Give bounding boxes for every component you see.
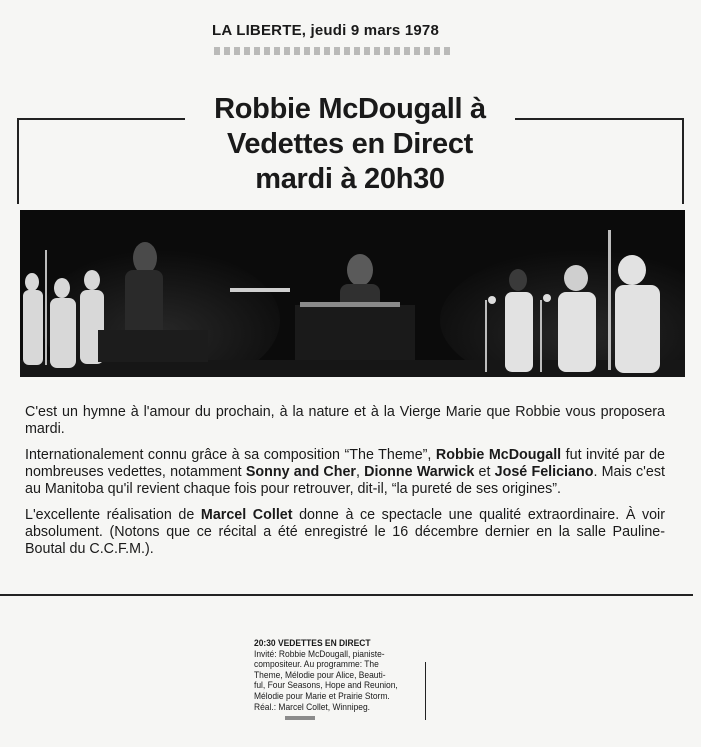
concert-photo-illustration bbox=[20, 210, 685, 377]
headline bbox=[185, 92, 515, 197]
article-p2-text-a: Internationalement connu grâce à sa composition “The Theme”, bbox=[25, 447, 436, 463]
listing-line-2: compositeur. Au programme: The bbox=[254, 659, 379, 670]
article-p2-text-b: fut invité par de nombreuses vedettes, notamment bbox=[25, 447, 666, 480]
masthead-date: LA LIBERTE, jeudi 9 mars 1978 bbox=[212, 22, 439, 39]
article-p2-text-c: , bbox=[355, 464, 365, 480]
section-divider bbox=[0, 594, 693, 596]
masthead-rule bbox=[214, 47, 450, 55]
article-paragraph-2 bbox=[25, 447, 665, 498]
article-body bbox=[25, 404, 665, 567]
headline-line-2: Vedettes en Direct bbox=[226, 128, 474, 160]
article-p3-text-b: donne à ce spectacle une qualité extraordinaire. À voir absolument. (Notons que ce récital a été enregistré le 16 décembre dernier en la salle Pauline-Boutal du C.C.F.M.). bbox=[25, 507, 665, 557]
listing-rule bbox=[425, 662, 426, 720]
listing-foot-mark bbox=[285, 716, 315, 720]
article-paragraph-3 bbox=[25, 507, 665, 558]
guest-jose-feliciano: José Feliciano bbox=[494, 464, 594, 480]
article-paragraph-1 bbox=[25, 404, 665, 438]
artist-name: Robbie McDougall bbox=[435, 447, 562, 463]
listing-line-4: ful, Four Seasons, Hope and Reunion, bbox=[254, 680, 398, 691]
listing-line-5: Mélodie pour Marie et Prairie Storm. bbox=[254, 690, 390, 701]
director-name: Marcel Collet bbox=[200, 507, 293, 523]
article-p2-text-e: . Mais c'est au Manitoba qu'il revient chaque fois pour retrouver, dit-il, “la pureté de ses origines”. bbox=[25, 464, 665, 497]
article-p3-text-a: L'excellente réalisation de bbox=[25, 507, 201, 523]
headline-line-3: mardi à 20h30 bbox=[255, 163, 445, 195]
listing-line-6: Réal.: Marcel Collet, Winnipeg. bbox=[254, 701, 371, 712]
concert-photo bbox=[20, 210, 685, 377]
guest-sonny-and-cher: Sonny and Cher bbox=[245, 464, 356, 480]
article-p2-text-d: et bbox=[474, 464, 495, 480]
tv-listing bbox=[254, 638, 401, 712]
guest-dionne-warwick: Dionne Warwick bbox=[364, 464, 475, 480]
listing-line-3: Theme, Mélodie pour Alice, Beauti- bbox=[254, 669, 386, 680]
listing-line-1: Invité: Robbie McDougall, pianiste- bbox=[254, 648, 385, 659]
article-p1-text: C'est un hymne à l'amour du prochain, à la nature et à la Vierge Marie que Robbie vous proposera mardi. bbox=[25, 404, 665, 437]
listing-title: 20:30 VEDETTES EN DIRECT bbox=[254, 638, 371, 648]
headline-line-1: Robbie McDougall à bbox=[214, 93, 486, 125]
